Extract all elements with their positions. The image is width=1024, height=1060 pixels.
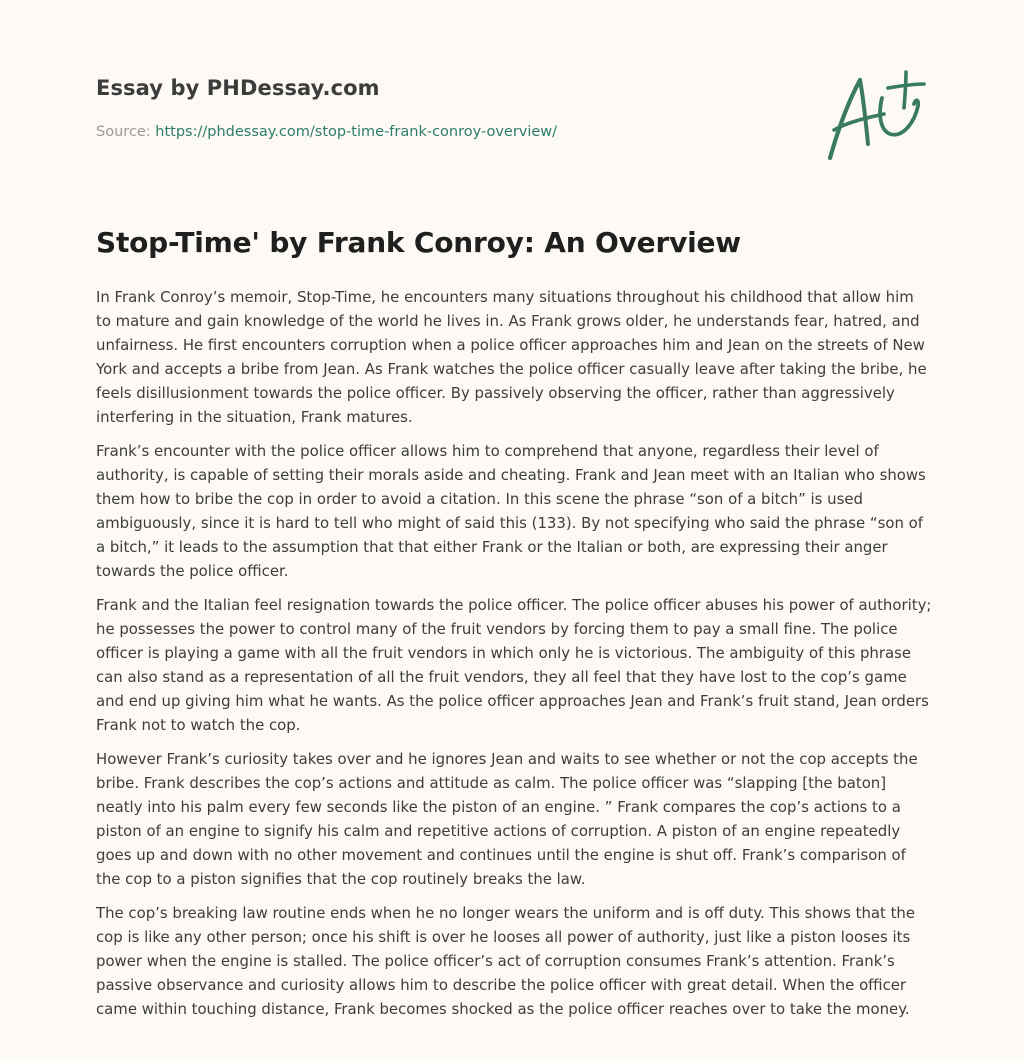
essay-body	[96, 285, 932, 1031]
source-line	[96, 124, 557, 140]
essay-paragraph: However Frank’s curiosity takes over and he ignores Jean and waits to see whether or not the cop accepts the bribe. Frank describes the cop’s actions and attitude as calm. The police officer was “slapping [the baton] neatly into his palm every few seconds like the piston of an engine. ” Frank compares the cop’s actions to a piston of an engine to signify his calm and repetitive actions of corruption. A piston of an engine repeatedly goes up and down with no other movement and continues until the engine is shut off. Frank’s comparison of the cop to a piston signifies that the cop routinely breaks the law.	[96, 750, 918, 888]
source-link[interactable]: https://phdessay.com/stop-time-frank-conroy-overview/	[155, 124, 558, 140]
essay-paragraph: Frank and the Italian feel resignation towards the police officer. The police officer abuses his power of authority; he possesses the power to control many of the fruit vendors by forcing them to pay a small fine. The police officer is playing a game with all the fruit vendors in which only he is victorious. The ambiguity of this phrase can also stand as a representation of all the fruit vendors, they all feel that they have lost to the cop’s game and end up giving him what he wants. As the police officer approaches Jean and Frank’s fruit stand, Jean orders Frank not to watch the cop.	[96, 596, 932, 734]
essay-paragraph: Frank’s encounter with the police officer allows him to comprehend that anyone, regardless their level of authority, is capable of setting their morals aside and cheating. Frank and Jean meet with an Italian who shows them how to bribe the cop in order to avoid a citation. In this scene the phrase “son of a bitch” is used ambiguously, since it is hard to tell who might of said this (133). By not specifying who said the phrase “son of a bitch,” it leads to the assumption that that either Frank or the Italian or both, are expressing their anger towards the police officer.	[96, 442, 926, 580]
essay-title: Stop-Time' by Frank Conroy: An Overview	[96, 226, 741, 259]
source-label: Source:	[96, 124, 151, 140]
essay-paragraph: The cop’s breaking law routine ends when he no longer wears the uniform and is off duty. This shows that the cop is like any other person; once his shift is over he looses all power of authority, just like a piston looses its power when the engine is stalled. The police officer’s act of corruption consumes Frank’s attention. Frank’s passive observance and curiosity allows him to describe the police officer with great detail. When the officer came within touching distance, Frank becomes shocked as the police officer reaches over to take the money.	[96, 904, 916, 1018]
essay-paragraph: In Frank Conroy’s memoir, Stop-Time, he encounters many situations throughout his childhood that allow him to mature and gain knowledge of the world he lives in. As Frank grows older, he understands fear, hatred, and unfairness. He first encounters corruption when a police officer approaches him and Jean on the streets of New York and accepts a bribe from Jean. As Frank watches the police officer casually leave after taking the bribe, he feels disillusionment towards the police officer. By passively observing the officer, rather than aggressively interfering in the situation, Frank matures.	[96, 288, 927, 426]
site-brand-title: Essay by PHDessay.com	[96, 76, 380, 100]
a-plus-logo-icon	[822, 68, 928, 164]
